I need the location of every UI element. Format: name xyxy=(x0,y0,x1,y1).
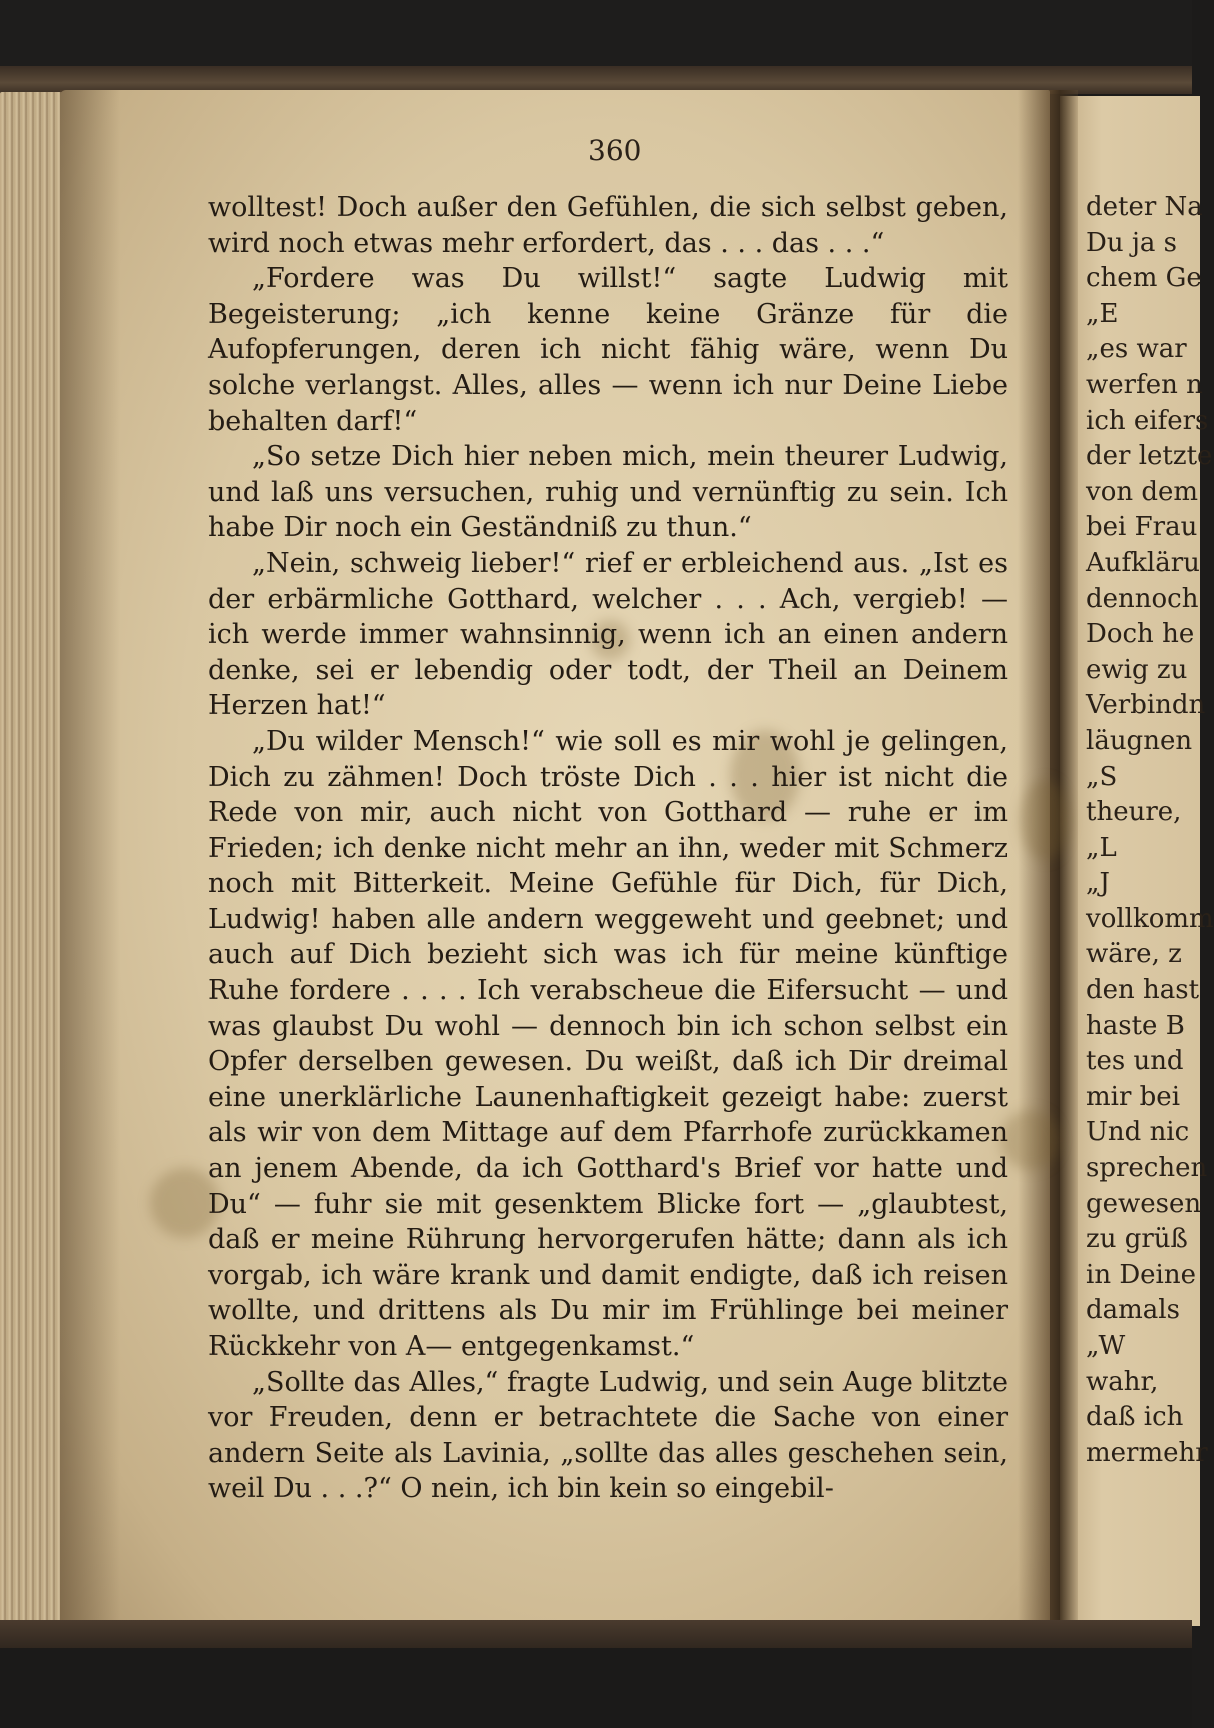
facing-line: Aufkläru xyxy=(1086,547,1200,578)
facing-line: Du ja s xyxy=(1086,227,1178,258)
facing-line: gewesen xyxy=(1086,1188,1202,1219)
facing-line: der letzte xyxy=(1086,441,1213,472)
facing-line: theure, xyxy=(1086,797,1182,828)
background-top xyxy=(0,0,1192,70)
facing-line: zu grüß xyxy=(1086,1224,1188,1255)
facing-line: Verbindn xyxy=(1086,690,1206,721)
facing-line: „J xyxy=(1086,868,1110,899)
facing-line: wäre, z xyxy=(1086,939,1182,970)
facing-line: läugnen xyxy=(1086,725,1193,756)
facing-line: den hast xyxy=(1086,975,1200,1006)
facing-line: dennoch xyxy=(1086,583,1199,614)
facing-line: bei Frau xyxy=(1086,512,1198,543)
paragraph: „Nein, schweig lieber!“ rief er erbleichend aus. „Ist es der erbärmliche Gotthard, welcher . . . Ach, vergieb! — ich werde immer wahnsinnig, wenn ich an einen andern denke, sei er lebendig oder todt, der Theil an Deinem Herzen hat!“ xyxy=(208,547,1008,722)
page-edge-shadow xyxy=(60,90,120,1630)
facing-line: haste B xyxy=(1086,1010,1185,1041)
facing-line: ewig zu xyxy=(1086,654,1188,685)
facing-line: Und nic xyxy=(1086,1117,1190,1148)
paragraph: wolltest! Doch außer den Gefühlen, die sich selbst geben, wird noch etwas mehr erfordert, das . . . das . . .“ xyxy=(208,192,1008,259)
book-gutter xyxy=(1018,90,1078,1630)
facing-line: mermehr xyxy=(1086,1437,1208,1468)
facing-line: Doch he xyxy=(1086,619,1195,650)
stain xyxy=(1000,1110,1060,1170)
page-number: 360 xyxy=(588,134,642,167)
facing-line: tes und xyxy=(1086,1046,1184,1077)
facing-line: „W xyxy=(1086,1331,1126,1361)
facing-line: daß ich xyxy=(1086,1402,1184,1433)
facing-line: damals xyxy=(1086,1295,1180,1326)
facing-line: deter Na xyxy=(1086,192,1203,222)
paragraph: „Fordere was Du willst!“ sagte Ludwig mit Begeisterung; „ich kenne keine Gränze für die Aufopferungen, deren ich nicht fähig wäre, wenn Du solche verlangst. Alles, alles — wenn ich nur Deine Liebe behalten darf!“ xyxy=(208,263,1008,437)
facing-page-text xyxy=(1086,190,1214,1471)
paragraph: „So setze Dich hier neben mich, mein theurer Ludwig, und laß uns versuchen, ruhig und vernünftig zu sein. Ich habe Dir noch ein Geständniß zu thun.“ xyxy=(208,441,1008,544)
facing-line: ich eifers xyxy=(1086,405,1209,436)
background-bottom xyxy=(0,1648,1192,1728)
facing-line: von dem xyxy=(1086,476,1199,507)
facing-line: „L xyxy=(1086,832,1117,863)
facing-line: in Deine xyxy=(1086,1259,1197,1290)
paragraph: „Sollte das Alles,“ fragte Ludwig, und sein Auge blitzte vor Freuden, denn er betrachtete die Sache von einer andern Seite als Lavinia, „sollte das alles geschehen sein, weil Du . . .?“ O nein, ich bin kein so eingebil- xyxy=(208,1366,1008,1505)
facing-line: vollkomm xyxy=(1086,903,1214,934)
facing-line: chem Ge xyxy=(1086,263,1202,294)
facing-line: „es war xyxy=(1086,334,1187,365)
paragraph: „Du wilder Mensch!“ wie soll es mir wohl je gelingen, Dich zu zähmen! Doch tröste Dich . . . hier ist nicht die Rede von mir, auch nicht von Gotthard — ruhe er im Frieden; ich denke nicht mehr an ihn, weder mit Schmerz noch mit Bitterkeit. Meine Gefühle für Dich, für Dich, Ludwig! haben alle andern weggeweht und geebnet; und auch auf Dich bezieht sich was ich für meine künftige Ruhe fordere . . . . Ich verabscheue die Eifersucht — und was glaubst Du wohl — dennoch bin ich schon selbst ein Opfer derselben gewesen. Du weißt, daß ich Dir dreimal eine unerklärliche Launenhaftigkeit gezeigt habe: zuerst als wir von dem Mittage auf dem Pfarrhofe zurückkamen an jenem Abende, da ich Gotthard's Brief vor hatte und Du“ — fuhr sie mit gesenktem Blicke fort — „glaubtest, daß er meine Rührung hervorgerufen hätte; dann als ich vorgab, ich wäre krank und damit endigte, daß ich reisen wollte, und drittens als Du mir im Frühlinge bei meiner Rückkehr von A— entgegenkamst.“ xyxy=(208,725,1008,1362)
facing-line: „S xyxy=(1086,761,1118,792)
stain xyxy=(1020,780,1070,860)
facing-line: wahr, xyxy=(1086,1366,1159,1397)
facing-line: „E xyxy=(1086,298,1119,329)
facing-line: mir bei xyxy=(1086,1081,1181,1112)
facing-line: sprechen xyxy=(1086,1153,1208,1184)
facing-line: werfen n xyxy=(1086,369,1203,400)
page-text xyxy=(208,190,1008,1507)
